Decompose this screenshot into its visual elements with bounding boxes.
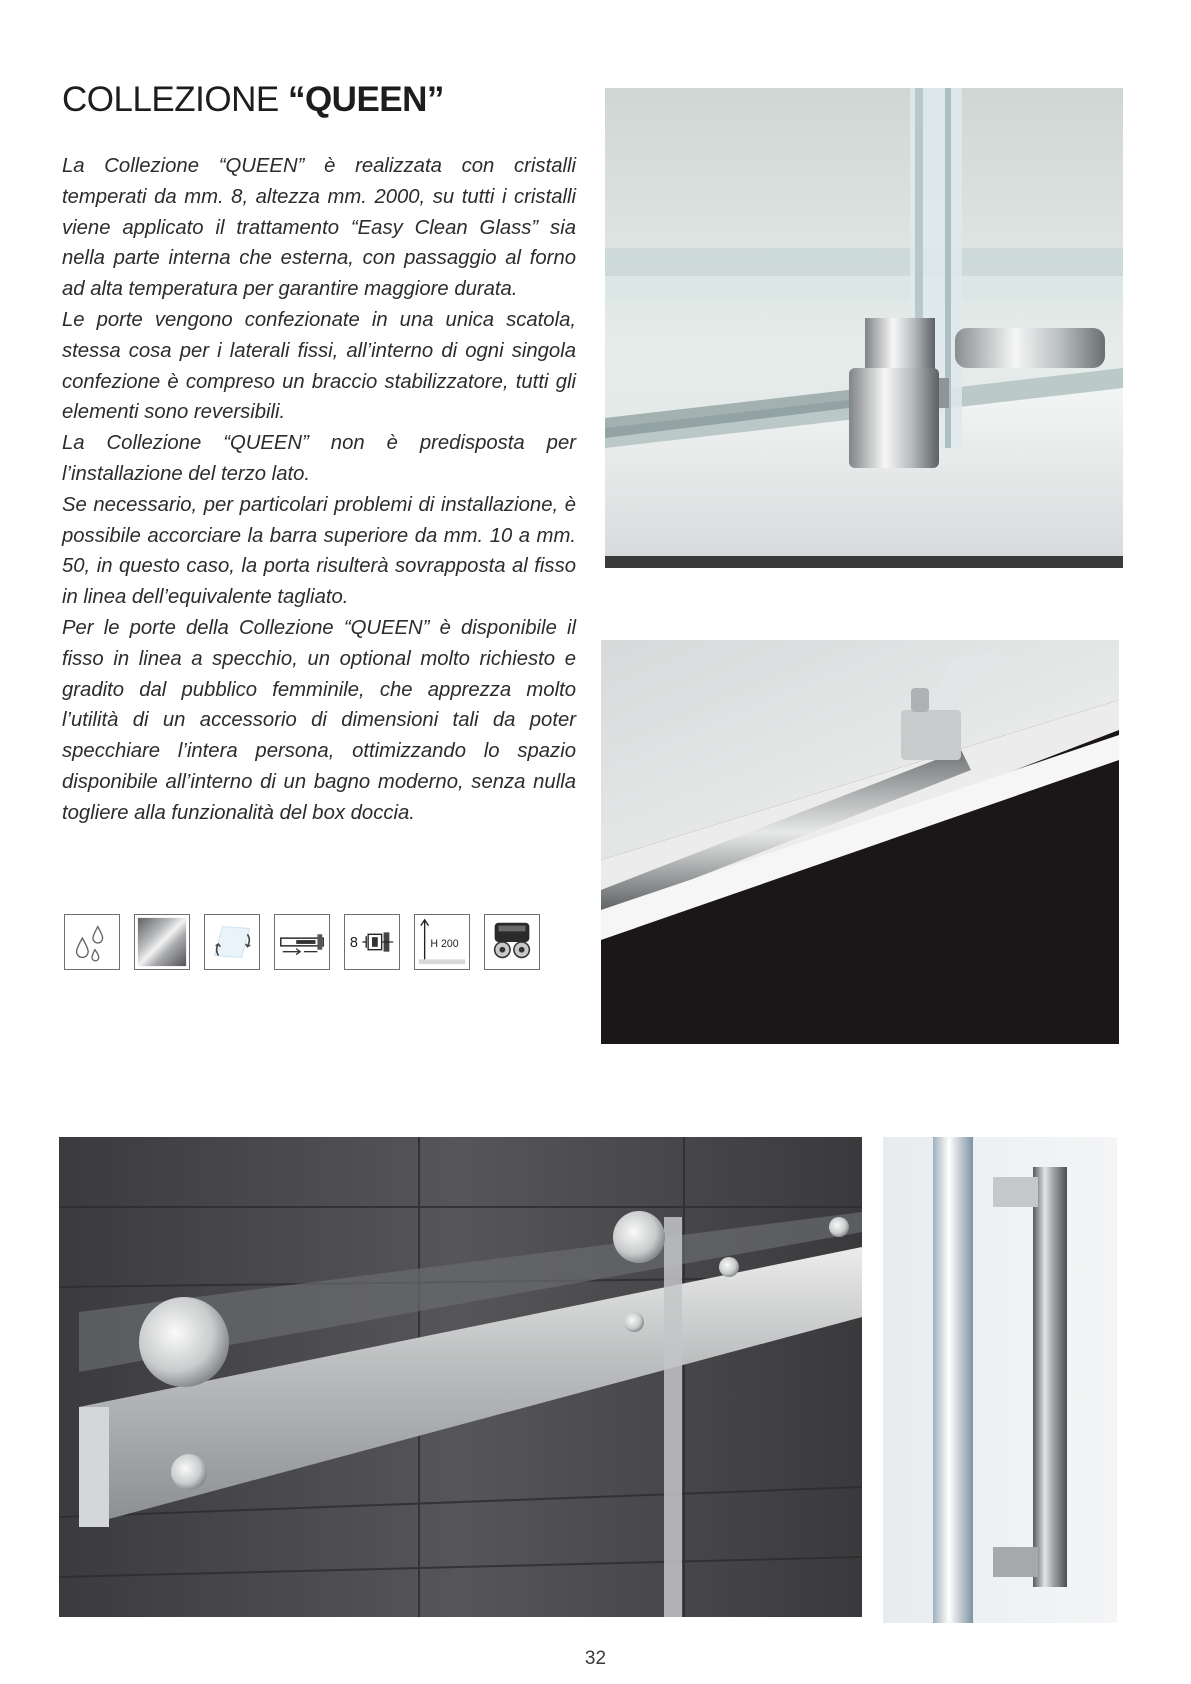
title-collection-name: “QUEEN” [287, 80, 444, 119]
page-title [62, 80, 444, 120]
water-drops-icon [64, 914, 120, 970]
glass-thickness-label: 8 [349, 934, 358, 951]
paragraph-intro: La Collezione “QUEEN” è realizzata con cristalli temperati da mm. 8, altezza mm. 2000, su tutti i cristalli viene applicato il trattamento “Easy Clean Glass” sia nella parte interna che esterna, con passaggio al forno ad alta temperatura per garantire maggiore durata. [62, 155, 576, 301]
height-icon [414, 914, 470, 970]
height-label: H 200 [430, 937, 459, 950]
photo-door-bottom-guide [605, 88, 1123, 568]
photo-door-handle [883, 1137, 1117, 1623]
photo-stabilizer-bar [601, 640, 1119, 1044]
roller-wheels-icon [484, 914, 540, 970]
sliding-bar-icon [274, 914, 330, 970]
title-prefix: COLLEZIONE [62, 80, 288, 119]
page-number: 32 [584, 1648, 607, 1669]
paragraph-packaging: Le porte vengono confezionate in una unica scatola, stessa cosa per i laterali fissi, all’interno di ogni singola confezione è compreso un braccio stabilizzatore, tutti gli elementi sono reversibili. [62, 308, 576, 424]
paragraph-mirror-option: Per le porte della Collezione “QUEEN” è disponibile il fisso in linea a specchio, un optional molto richiesto e gradito dal pubblico femminile, che apprezza molto l’utilità di un accessorio di dimensioni tali da poter specchiare l’intera persona, ottimizzando lo spazio disponibile all’interno di un bagno moderno, senza nulla togliere alla funzionalità del box doccia. [62, 616, 576, 824]
glass-thickness-icon [344, 914, 400, 970]
paragraph-third-side: La Collezione “QUEEN” non è predisposta per l’installazione del terzo lato. [62, 432, 576, 485]
paragraph-bar-shortening: Se necessario, per particolari problemi di installazione, è possibile accorciare la barra superiore da mm. 10 a mm. 50, in questo caso, la porta risulterà sovrapposta al fisso in linea dell’equivalente tagliato. [62, 493, 576, 609]
brushed-steel-icon [134, 914, 190, 970]
photo-top-rail-knobs [59, 1137, 862, 1617]
reversible-glass-icon [204, 914, 260, 970]
description-text [62, 151, 576, 829]
